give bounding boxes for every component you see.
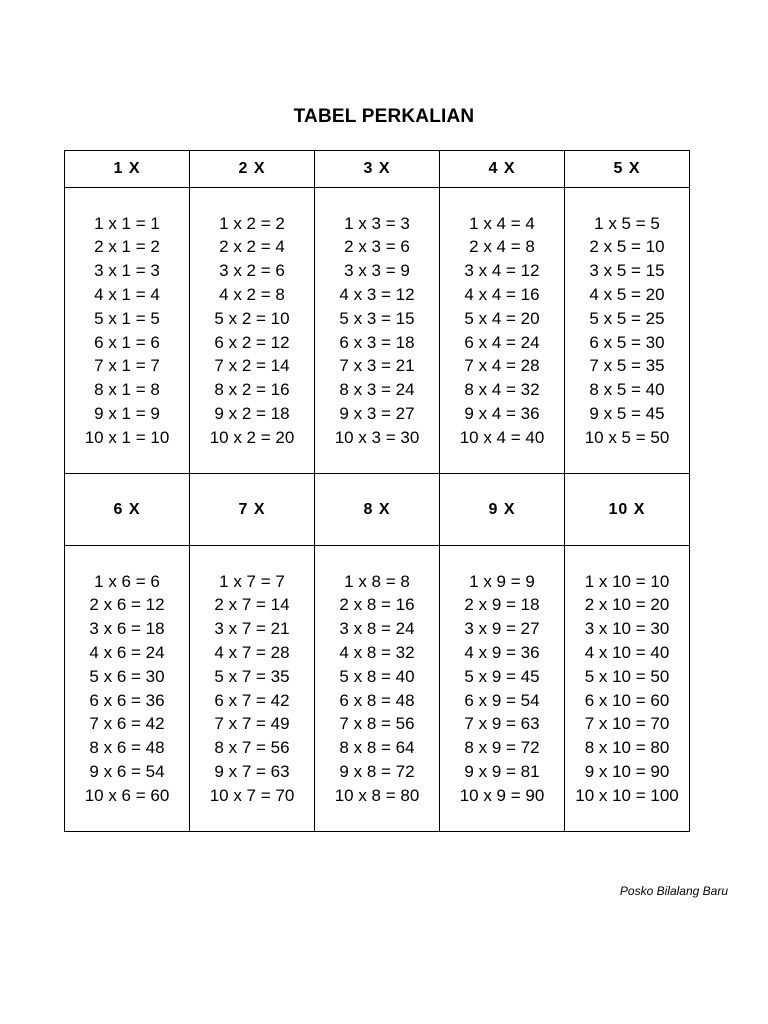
multiplication-line: 7 x 9 = 63 xyxy=(464,714,540,734)
table-body-3 xyxy=(315,188,440,474)
multiplication-line: 2 x 1 = 2 xyxy=(94,237,160,257)
table-body-5 xyxy=(565,188,690,474)
header-row xyxy=(65,474,690,546)
multiplication-line: 1 x 9 = 9 xyxy=(469,571,535,591)
multiplication-line: 6 x 9 = 54 xyxy=(464,690,540,710)
multiplication-line: 10 x 2 = 20 xyxy=(209,427,295,447)
table-header-9: 9 X xyxy=(440,474,565,546)
multiplication-line: 6 x 1 = 6 xyxy=(94,332,160,352)
table-body-7 xyxy=(190,546,315,832)
multiplication-line: 1 x 2 = 2 xyxy=(219,213,285,233)
table-header-1: 1 X xyxy=(65,151,190,188)
table-header-7: 7 X xyxy=(190,474,315,546)
multiplication-line: 2 x 2 = 4 xyxy=(219,237,285,257)
multiplication-line: 3 x 7 = 21 xyxy=(214,619,290,639)
multiplication-line: 1 x 6 = 6 xyxy=(94,571,160,591)
multiplication-line: 8 x 9 = 72 xyxy=(464,738,540,758)
multiplication-line: 9 x 7 = 63 xyxy=(214,761,290,781)
multiplication-line: 4 x 5 = 20 xyxy=(589,284,665,304)
multiplication-line: 2 x 3 = 6 xyxy=(344,237,410,257)
multiplication-line: 5 x 7 = 35 xyxy=(214,666,290,686)
table-header-10: 10 X xyxy=(565,474,690,546)
multiplication-line: 9 x 10 = 90 xyxy=(584,761,670,781)
multiplication-line: 1 x 10 = 10 xyxy=(584,571,670,591)
multiplication-line: 7 x 6 = 42 xyxy=(89,714,165,734)
multiplication-line: 4 x 8 = 32 xyxy=(339,642,415,662)
multiplication-line: 7 x 7 = 49 xyxy=(214,714,290,734)
multiplication-line: 5 x 10 = 50 xyxy=(584,666,670,686)
multiplication-line: 3 x 4 = 12 xyxy=(464,261,540,281)
multiplication-line: 9 x 4 = 36 xyxy=(464,403,540,423)
multiplication-line: 7 x 5 = 35 xyxy=(589,356,665,376)
multiplication-line: 3 x 10 = 30 xyxy=(584,619,670,639)
multiplication-line: 3 x 6 = 18 xyxy=(89,619,165,639)
document-title: TABEL PERKALIAN xyxy=(293,106,475,127)
multiplication-line: 2 x 7 = 14 xyxy=(214,595,290,615)
body-row xyxy=(65,546,690,832)
multiplication-line: 6 x 8 = 48 xyxy=(339,690,415,710)
multiplication-line: 7 x 4 = 28 xyxy=(464,356,540,376)
multiplication-line: 4 x 9 = 36 xyxy=(464,642,540,662)
multiplication-line: 3 x 5 = 15 xyxy=(589,261,665,281)
multiplication-line: 5 x 2 = 10 xyxy=(214,308,290,328)
multiplication-line: 7 x 8 = 56 xyxy=(339,714,415,734)
table-header-8: 8 X xyxy=(315,474,440,546)
multiplication-line: 7 x 10 = 70 xyxy=(584,714,670,734)
multiplication-line: 4 x 3 = 12 xyxy=(339,284,415,304)
multiplication-line: 8 x 5 = 40 xyxy=(589,380,665,400)
table-body-2 xyxy=(190,188,315,474)
table-header-6: 6 X xyxy=(65,474,190,546)
multiplication-line: 5 x 4 = 20 xyxy=(464,308,540,328)
table-body-6 xyxy=(65,546,190,832)
multiplication-line: 10 x 9 = 90 xyxy=(459,785,545,805)
multiplication-line: 6 x 5 = 30 xyxy=(589,332,665,352)
footer-credit: Posko Bilalang Baru xyxy=(619,884,728,898)
multiplication-line: 4 x 10 = 40 xyxy=(584,642,670,662)
multiplication-line: 6 x 2 = 12 xyxy=(214,332,290,352)
multiplication-line: 8 x 6 = 48 xyxy=(89,738,165,758)
multiplication-line: 10 x 4 = 40 xyxy=(459,427,545,447)
multiplication-line: 10 x 5 = 50 xyxy=(584,427,670,447)
multiplication-line: 10 x 10 = 100 xyxy=(575,785,679,805)
multiplication-line: 5 x 9 = 45 xyxy=(464,666,540,686)
multiplication-line: 10 x 6 = 60 xyxy=(84,785,170,805)
multiplication-line: 8 x 10 = 80 xyxy=(584,738,670,758)
multiplication-line: 9 x 9 = 81 xyxy=(464,761,540,781)
multiplication-line: 4 x 1 = 4 xyxy=(94,284,160,304)
multiplication-line: 3 x 9 = 27 xyxy=(464,619,540,639)
multiplication-line: 2 x 10 = 20 xyxy=(584,595,670,615)
table-header-3: 3 X xyxy=(315,151,440,188)
body-row xyxy=(65,188,690,474)
multiplication-line: 8 x 3 = 24 xyxy=(339,380,415,400)
multiplication-line: 2 x 9 = 18 xyxy=(464,595,540,615)
table-body-1 xyxy=(65,188,190,474)
multiplication-line: 1 x 1 = 1 xyxy=(94,213,160,233)
table-header-5: 5 X xyxy=(565,151,690,188)
table-body-4 xyxy=(440,188,565,474)
multiplication-line: 7 x 2 = 14 xyxy=(214,356,290,376)
multiplication-line: 1 x 7 = 7 xyxy=(219,571,285,591)
multiplication-line: 2 x 5 = 10 xyxy=(589,237,665,257)
multiplication-line: 5 x 1 = 5 xyxy=(94,308,160,328)
multiplication-line: 10 x 3 = 30 xyxy=(334,427,420,447)
multiplication-line: 10 x 1 = 10 xyxy=(84,427,170,447)
multiplication-line: 9 x 1 = 9 xyxy=(94,403,160,423)
multiplication-line: 6 x 3 = 18 xyxy=(339,332,415,352)
table-header-4: 4 X xyxy=(440,151,565,188)
table-body-10 xyxy=(565,546,690,832)
multiplication-line: 8 x 2 = 16 xyxy=(214,380,290,400)
header-row xyxy=(65,151,690,188)
multiplication-line: 8 x 8 = 64 xyxy=(339,738,415,758)
multiplication-line: 5 x 6 = 30 xyxy=(89,666,165,686)
table-header-2: 2 X xyxy=(190,151,315,188)
multiplication-line: 4 x 4 = 16 xyxy=(464,284,540,304)
multiplication-line: 4 x 6 = 24 xyxy=(89,642,165,662)
multiplication-line: 3 x 8 = 24 xyxy=(339,619,415,639)
multiplication-line: 3 x 1 = 3 xyxy=(94,261,160,281)
multiplication-line: 5 x 5 = 25 xyxy=(589,308,665,328)
multiplication-line: 8 x 1 = 8 xyxy=(94,380,160,400)
multiplication-line: 1 x 3 = 3 xyxy=(344,213,410,233)
multiplication-line: 6 x 4 = 24 xyxy=(464,332,540,352)
multiplication-line: 10 x 7 = 70 xyxy=(209,785,295,805)
multiplication-line: 2 x 8 = 16 xyxy=(339,595,415,615)
multiplication-line: 1 x 5 = 5 xyxy=(594,213,660,233)
multiplication-line: 4 x 2 = 8 xyxy=(219,284,285,304)
multiplication-line: 5 x 8 = 40 xyxy=(339,666,415,686)
multiplication-line: 6 x 10 = 60 xyxy=(584,690,670,710)
multiplication-line: 8 x 4 = 32 xyxy=(464,380,540,400)
multiplication-line: 4 x 7 = 28 xyxy=(214,642,290,662)
multiplication-line: 2 x 4 = 8 xyxy=(469,237,535,257)
multiplication-line: 5 x 3 = 15 xyxy=(339,308,415,328)
multiplication-line: 3 x 2 = 6 xyxy=(219,261,285,281)
multiplication-line: 8 x 7 = 56 xyxy=(214,738,290,758)
multiplication-line: 1 x 8 = 8 xyxy=(344,571,410,591)
multiplication-line: 3 x 3 = 9 xyxy=(344,261,410,281)
multiplication-line: 10 x 8 = 80 xyxy=(334,785,420,805)
table-body-9 xyxy=(440,546,565,832)
multiplication-line: 7 x 3 = 21 xyxy=(339,356,415,376)
multiplication-table xyxy=(64,150,690,832)
multiplication-line: 6 x 6 = 36 xyxy=(89,690,165,710)
multiplication-line: 9 x 6 = 54 xyxy=(89,761,165,781)
multiplication-line: 2 x 6 = 12 xyxy=(89,595,165,615)
multiplication-line: 9 x 5 = 45 xyxy=(589,403,665,423)
multiplication-line: 6 x 7 = 42 xyxy=(214,690,290,710)
multiplication-line: 9 x 8 = 72 xyxy=(339,761,415,781)
multiplication-line: 1 x 4 = 4 xyxy=(469,213,535,233)
table-body-8 xyxy=(315,546,440,832)
multiplication-line: 9 x 2 = 18 xyxy=(214,403,290,423)
multiplication-line: 7 x 1 = 7 xyxy=(94,356,160,376)
multiplication-line: 9 x 3 = 27 xyxy=(339,403,415,423)
